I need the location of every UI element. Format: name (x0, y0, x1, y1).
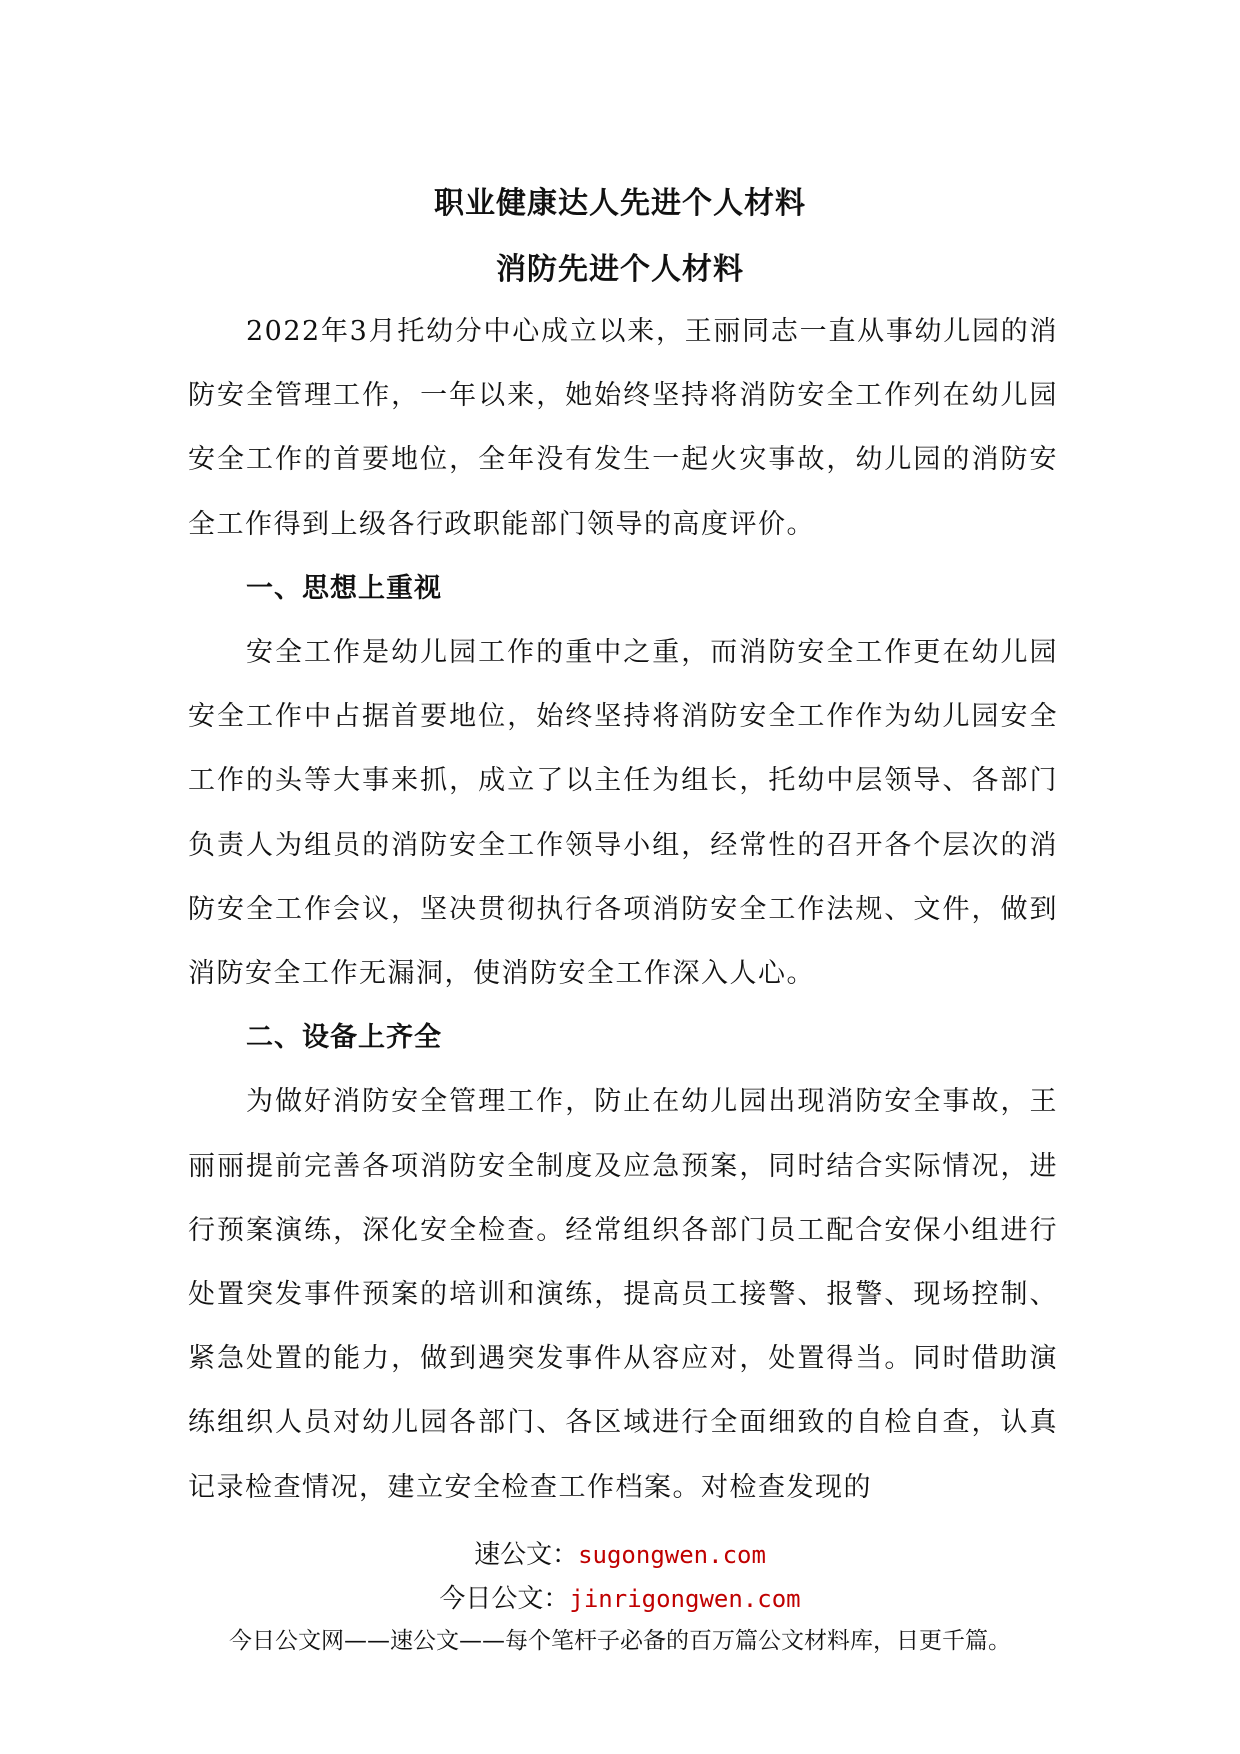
document-title: 职业健康达人先进个人材料 (434, 186, 806, 221)
section-1-heading: 一、思想上重视 (246, 572, 442, 604)
section-1-paragraph: 安全工作是幼儿园工作的重中之重，而消防安全工作更在幼儿园安全工作中占据首要地位，始终坚持将消防安全工作作为幼儿园安全工作的头等大事来抓，成立了以主任为组长，托幼中层领导、各部门负责人为组员的消防安全工作领导小组，经常性的召开各个层次的消防安全工作会议，坚决贯彻执行各项消防安全工作法规、文件，做到消防安全工作无漏洞，使消防安全工作深入人心。 (188, 637, 1058, 990)
section-2-heading: 二、设备上齐全 (246, 1022, 442, 1054)
intro-paragraph: 2022年3月托幼分中心成立以来，王丽同志一直从事幼儿园的消防安全管理工作，一年以来，她始终坚持将消防安全工作列在幼儿园安全工作的首要地位，全年没有发生一起火灾事故，幼儿园的消防安全工作得到上级各行政职能部门领导的高度评价。 (188, 316, 1058, 540)
footer-site-1-label: 速公文： (474, 1540, 579, 1570)
document-body (188, 300, 1058, 1520)
footer-site-2-label: 今日公文： (439, 1584, 570, 1614)
section-2-paragraph: 为做好消防安全管理工作，防止在幼儿园出现消防安全事故，王丽丽提前完善各项消防安全制度及应急预案，同时结合实际情况，进行预案演练，深化安全检查。经常组织各部门员工配合安保小组进行处置突发事件预案的培训和演练，提高员工接警、报警、现场控制、紧急处置的能力，做到遇突发事件从容应对，处置得当。同时借助演练组织人员对幼儿园各部门、各区域进行全面细致的自检自查，认真记录检查情况，建立安全检查工作档案。对检查发现的 (188, 1086, 1058, 1503)
footer-site-1-link[interactable]: sugongwen.com (578, 1541, 766, 1569)
document-subtitle: 消防先进个人材料 (496, 252, 744, 287)
footer-site-2-link[interactable]: jinrigongwen.com (569, 1585, 801, 1613)
footer-site-1 (0, 1534, 1240, 1571)
footer-slogan: 今日公文网——速公文——每个笔杆子必备的百万篇公文材料库，日更千篇。 (229, 1628, 1011, 1654)
footer-site-2 (0, 1578, 1240, 1615)
